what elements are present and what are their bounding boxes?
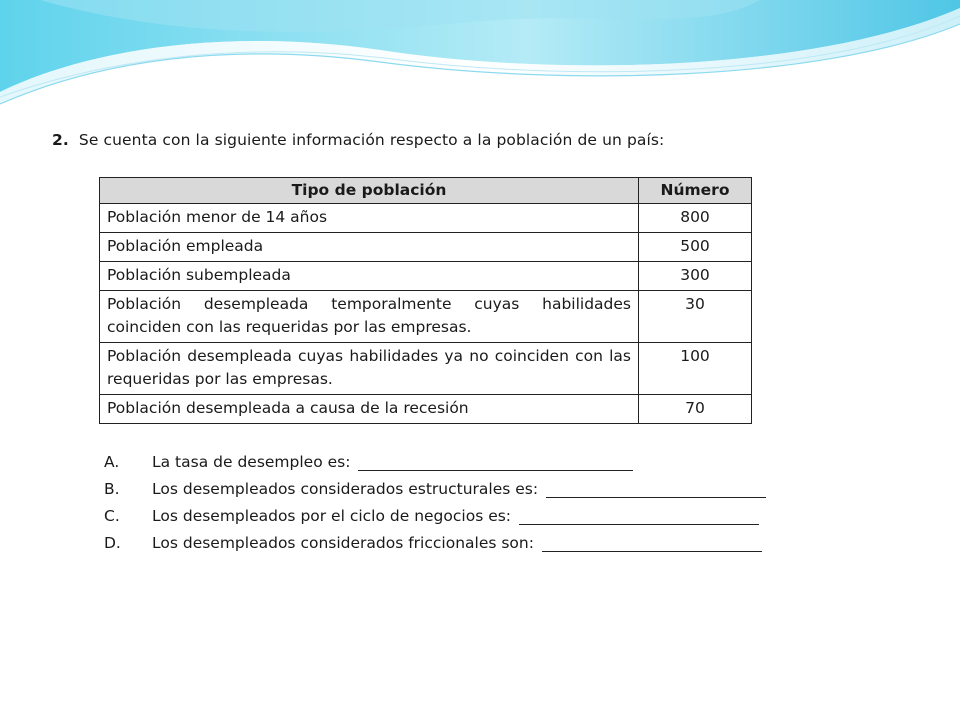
row-number: 500 [639,233,752,262]
row-type: Población desempleada a causa de la recesión [100,395,639,424]
table-row [100,395,752,424]
answer-item-d [104,525,766,552]
question-text: Se cuenta con la siguiente información respecto a la población de un país: [78,131,665,149]
answer-letter: A. [104,453,120,471]
row-number: 70 [639,395,752,424]
answer-item-b [104,471,766,498]
header-numero: Número [639,178,752,204]
answer-prompt: Los desempleados considerados friccionales son: [152,534,534,552]
answer-blank-c[interactable] [519,506,759,525]
row-type: Población desempleada cuyas habilidades ya no coinciden con las requeridas por las empresas. [100,343,639,395]
question-heading [52,131,664,149]
row-number: 30 [639,291,752,343]
answer-item-c [104,498,766,525]
answer-letter: C. [104,507,120,525]
answer-item-a [104,444,766,471]
row-type: Población subempleada [100,262,639,291]
row-type: Población menor de 14 años [100,204,639,233]
row-number: 300 [639,262,752,291]
answer-letter: D. [104,534,121,552]
answer-prompt: Los desempleados considerados estructurales es: [152,480,539,498]
answer-blank-b[interactable] [546,479,766,498]
row-number: 100 [639,343,752,395]
header-tipo: Tipo de población [100,178,639,204]
answer-letter: B. [104,480,120,498]
table-header-row [100,178,752,204]
wave-header-decoration [0,0,960,115]
population-table [99,177,752,424]
table-row [100,204,752,233]
answer-prompt: La tasa de desempleo es: [152,453,351,471]
answer-blank-d[interactable] [542,533,762,552]
table-row [100,233,752,262]
question-number: 2. [52,131,69,149]
answer-prompt: Los desempleados por el ciclo de negocios es: [152,507,512,525]
answer-blank-a[interactable] [358,452,633,471]
row-type: Población empleada [100,233,639,262]
table-row [100,262,752,291]
row-number: 800 [639,204,752,233]
row-type: Población desempleada temporalmente cuyas habilidades coinciden con las requeridas por las empresas. [100,291,639,343]
table-row [100,343,752,395]
answer-list [104,444,766,552]
table-row [100,291,752,343]
